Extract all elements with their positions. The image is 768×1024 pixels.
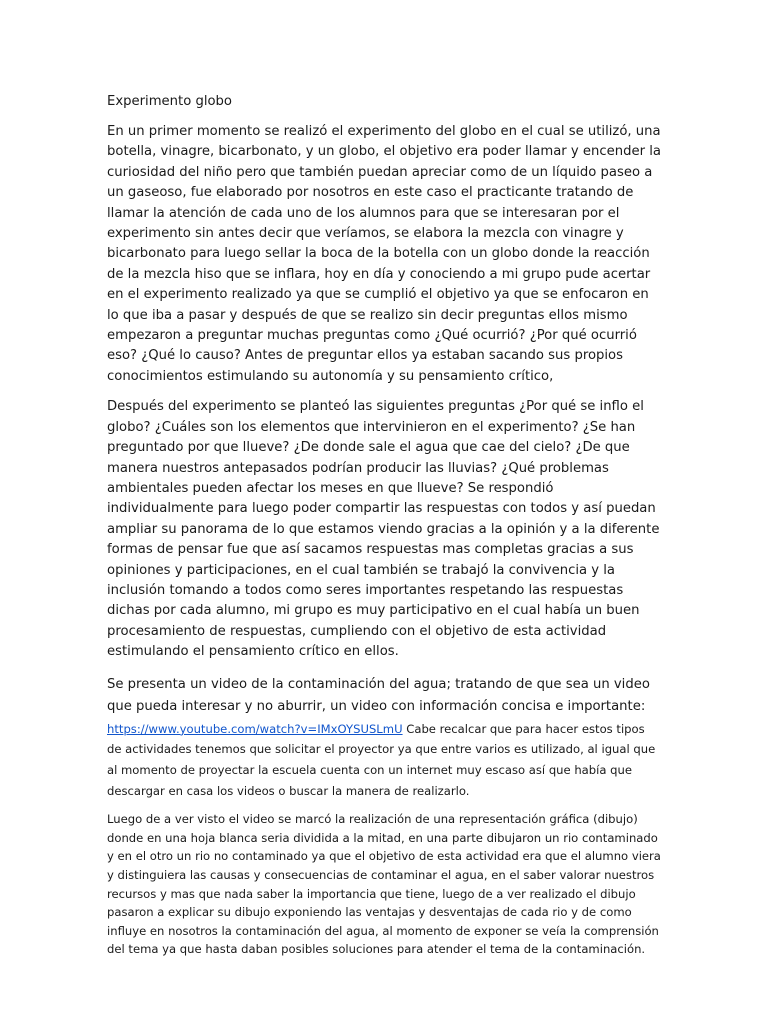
document-title: Experimento globo (107, 94, 232, 109)
paragraph-experiment: En un primer momento se realizó el experimento del globo en el cual se utilizó, una botella, vinagre, bicarbonato, y un globo, el objetivo era poder llamar y encender la curiosidad del niño pero que también puedan apreciar como de un líquido paseo a un gaseoso, fue elaborado por nosotros en este caso el practicante tratando de llamar la atención de cada uno de los alumnos para que se interesaran por el experimento sin antes decir que veríamos, se elabora la mezcla con vinagre y bicarbonato para luego sellar la boca de la botella con un globo donde la reacción de la mezcla hiso que se inflara, hoy en día y conociendo a mi grupo pude acertar en el experimento realizado ya que se cumplió el objetivo ya que se enfocaron en lo que iba a pasar y después de que se realizo sin decir preguntas ellos mismo empezaron a preguntar muchas preguntas como ¿Qué ocurrió? ¿Por qué ocurrió eso? ¿Qué lo causo? Antes de preguntar ellos ya estaban sacando sus propios conocimientos estimulando su autonomía y su pensamiento crítico, (107, 124, 661, 384)
paragraph-video (107, 673, 661, 801)
paragraph-video-intro: Se presenta un video de la contaminación del agua; tratando de que sea un video que pueda interesar y no aburrir, un video con información concisa e importante: (107, 676, 650, 715)
video-link[interactable]: https://www.youtube.com/watch?v=IMxOYSUSLmU (107, 721, 403, 736)
paragraph-questions: Después del experimento se planteó las siguientes preguntas ¿Por qué se inflo el globo? ¿Cuáles son los elementos que intervinieron en el experimento? ¿Se han preguntado por que llueve? ¿De donde sale el agua que cae del cielo? ¿De que manera nuestros antepasados podrían producir las lluvias? ¿Qué problemas ambientales pueden afectar los meses en que llueve? Se respondió individualmente para luego poder compartir las respuestas con todos y así puedan ampliar su panorama de lo que estamos viendo gracias a la opinión y a la diferente formas de pensar fue que así sacamos respuestas mas completas gracias a sus opiniones y participaciones, en el cual también se trabajó la convivencia y la inclusión tomando a todos como seres importantes respetando las respuestas dichas por cada alumno, mi grupo es muy participativo en el cual había un buen procesamiento de respuestas, cumpliendo con el objetivo de esta actividad estimulando el pensamiento crítico en ellos. (107, 399, 660, 660)
paragraph-drawing: Luego de a ver visto el video se marcó la realización de una representación gráfica (dibujo) donde en una hoja blanca seria dividida a la mitad, en una parte dibujaron un rio contaminado y en el otro un rio no contaminado ya que el objetivo de esta actividad era que el alumno viera y distinguiera las causas y consecuencias de contaminar el agua, en el saber valorar nuestros recursos y mas que nada saber la importancia que tiene, luego de a ver realizado el dibujo pasaron a explicar su dibujo exponiendo las ventajas y desventajas de cada rio y de como influye en nosotros la contaminación del agua, al momento de exponer se veía la comprensión del tema ya que hasta daban posibles soluciones para atender el tema de la contaminación. (107, 812, 661, 957)
document-page (107, 92, 661, 959)
paragraph-video-rest: Cabe recalcar que para hacer estos tipos de actividades tenemos que solicitar el proyector ya que entre varios es utilizado, al igual que al momento de proyectar la escuela cuenta con un internet muy escaso así que había que descargar en casa los videos o buscar la manera de realizarlo. (107, 721, 656, 798)
